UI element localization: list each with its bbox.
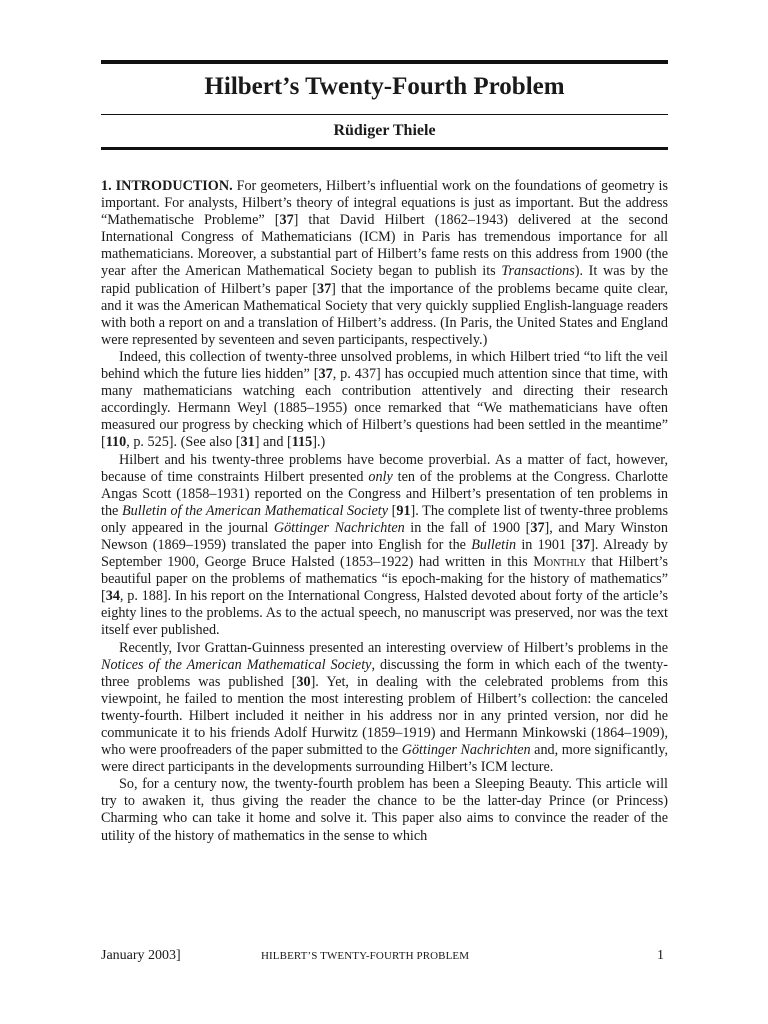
citation: 37 <box>279 212 294 229</box>
citation: 30 <box>296 673 311 690</box>
running-head: HILBERT’S TWENTY-FOURTH PROBLEM <box>261 950 470 962</box>
journal-title: Transactions <box>501 263 575 280</box>
paper-title: Hilbert’s Twenty-Fourth Problem <box>204 73 565 100</box>
citation: 91 <box>396 502 411 519</box>
header-bottom-rule <box>101 147 668 150</box>
citation: 34 <box>105 588 120 605</box>
title-divider <box>101 114 668 115</box>
paragraph: So, for a century now, the twenty-fourth problem has been a Sleeping Beauty. This article will try to awaken it, thus giving the reader the chance to be the latter-day Prince (or Princess) Charming who can take it home and solve it. This paper also aims to convince the reader of the utility of the history of mathematics in the sense to which <box>101 776 668 844</box>
footer-date: January 2003] <box>101 948 181 963</box>
journal-title: Bulletin of the American Mathematical Society <box>121 502 388 519</box>
citation: 31 <box>240 434 255 451</box>
journal-title: Notices of the American Mathematical Society <box>101 656 372 673</box>
paragraph-introduction: 1. INTRODUCTION. For geometers, Hilbert’s influential work on the foundations of geometry is important. For analysts, Hilbert’s theory of integral equations is just as important. But the address “Mathematische Probleme” [37] that David Hilbert (1862–1943) delivered at the second International Congress of Mathematicians (ICM) in Paris has tremendous importance for all mathematicians. Moreover, a substantial part of Hilbert’s fame rests on this address from 1900 (the year after the American Mathematical Society began to publish its Transactions). It was by the rapid publication of Hilbert’s paper [37] that the importance of the problems became quite clear, and it was the American Mathematical Society that very quickly supplied English-language readers with both a report on and a translation of Hilbert’s address. (In Paris, the United States and England were represented by seventeen and seven participants, respectively.) <box>101 178 668 348</box>
citation: 37 <box>316 280 332 297</box>
citation: 37 <box>318 366 333 383</box>
citation: 37 <box>575 536 591 553</box>
citation: 37 <box>530 519 545 536</box>
top-rule <box>101 60 668 64</box>
journal-title: Göttinger Nachrichten <box>401 742 531 759</box>
article-body <box>101 178 668 845</box>
section-heading: 1. INTRODUCTION. <box>101 178 233 194</box>
page-number: 1 <box>657 948 664 963</box>
page-footer <box>101 948 668 968</box>
paragraph: Hilbert and his twenty-three problems have become proverbial. As a matter of fact, however, because of time constraints Hilbert presented only ten of the problems at the Congress. Charlotte Angas Scott (1858–1931) reported on the Congress and Hilbert’s presentation of ten problems in the Bulletin of the American Mathematical Society [91]. The complete list of twenty-three problems only appeared in the journal Göttinger Nachrichten in the fall of 1900 [37], and Mary Winston Newson (1869–1959) translated the paper into English for the Bulletin in 1901 [37]. Already by September 1900, George Bruce Halsted (1853–1922) had written in this Monthly that Hilbert’s beautiful paper on the problems of mathematics “is epoch-making for the history of mathematics” [34, p. 188]. In his report on the International Congress, Halsted devoted about forty of the article’s eighty lines to the problems. As to the actual speech, no manuscript was preserved, nor was the text itself ever published. <box>101 451 668 639</box>
paragraph: Recently, Ivor Grattan-Guinness presented an interesting overview of Hilbert’s problems in the Notices of the American Mathematical Society, discussing the form in which each of the twenty-three problems was published [30]. Yet, in dealing with the celebrated problems from this viewpoint, he failed to mention the most interesting problem of Hilbert’s collection: the canceled twenty-fourth. Hilbert included it neither in his address nor in any printed version, nor did he communicate it to his friends Adolf Hurwitz (1859–1919) and Hermann Minkowski (1864–1909), who were proofreaders of the paper submitted to the Göttinger Nachrichten and, more significantly, were direct participants in the developments surrounding Hilbert’s ICM lecture. <box>101 639 669 776</box>
journal-title: Bulletin <box>471 536 517 553</box>
citation: 110 <box>105 434 127 451</box>
journal-title: Monthly <box>533 554 586 571</box>
citation: 115 <box>291 434 313 451</box>
emphasis: only <box>368 468 393 485</box>
paragraph: Indeed, this collection of twenty-three unsolved problems, in which Hilbert tried “to lift the veil behind which the future lies hidden” [37, p. 437] has occupied much attention since that time, with many mathematicians watching each contribution attentively and directing their research accordingly. Hermann Weyl (1885–1955) once remarked that “We mathematicians have often measured our progress by checking which of Hilbert’s questions had been settled in the meantime” [110, p. 525]. (See also [31] and [115].) <box>101 348 668 451</box>
journal-title: Göttinger Nachrichten <box>273 519 405 536</box>
author-name: Rüdiger Thiele <box>333 122 436 139</box>
